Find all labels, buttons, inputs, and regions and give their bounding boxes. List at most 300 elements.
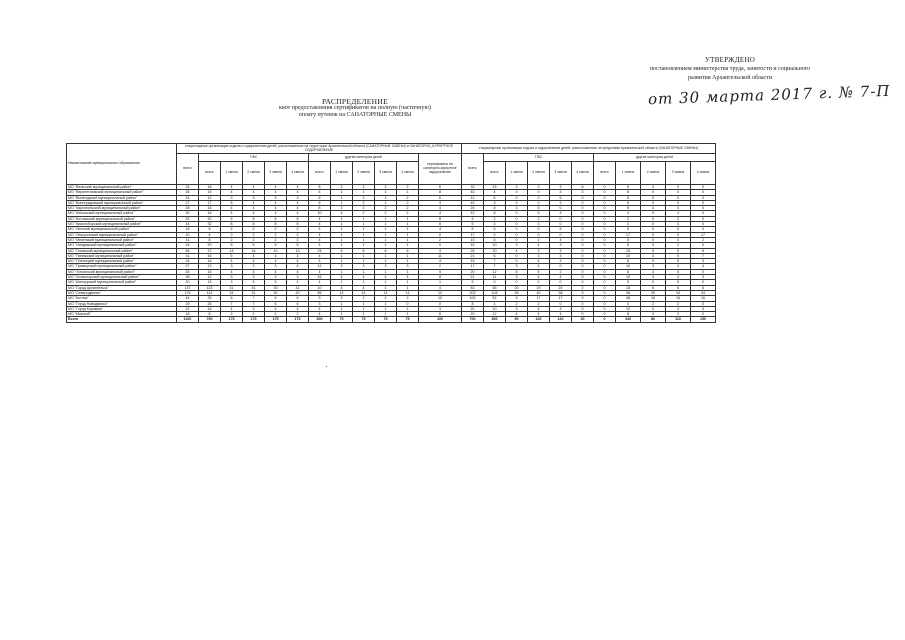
- cell-value: 0: [572, 290, 594, 295]
- cell-value: 2: [287, 237, 309, 242]
- cell-value: 0: [572, 195, 594, 200]
- cell-value: 37: [199, 248, 221, 253]
- cell-organization: МО "Котласский муниципальный район": [67, 216, 177, 221]
- cell-value: 0: [506, 190, 528, 195]
- cell-value: 0: [594, 243, 616, 248]
- cell-value: 8: [265, 222, 287, 227]
- cell-value: 3: [309, 301, 331, 306]
- cell-value: 1: [375, 227, 397, 232]
- cell-value: 0: [572, 269, 594, 274]
- cell-value: 2: [375, 296, 397, 301]
- cell-value: 20: [177, 280, 199, 285]
- cell-value: 11: [484, 275, 506, 280]
- cell-value: 6: [419, 185, 462, 190]
- cell-value: 0: [666, 185, 691, 190]
- cell-value: 80: [641, 317, 666, 322]
- cell-value: 0: [221, 232, 243, 237]
- cell-value: 1: [397, 259, 419, 264]
- cell-value: 3: [287, 195, 309, 200]
- cell-value: 1: [331, 306, 353, 311]
- cell-value: 31: [221, 285, 243, 290]
- cell-value: 0: [572, 206, 594, 211]
- cell-value: 110: [666, 317, 691, 322]
- cell-value: 7: [221, 301, 243, 306]
- cell-value: 21: [462, 275, 484, 280]
- cell-value: 14: [243, 248, 265, 253]
- cell-value: 4: [528, 312, 550, 317]
- cell-value: 3: [641, 269, 666, 274]
- header-organization: Наименование муниципального образования: [67, 144, 177, 185]
- cell-value: 5: [641, 248, 666, 253]
- cell-value: 0: [641, 222, 666, 227]
- shift-label: 1 смена: [506, 162, 528, 185]
- cell-value: 1: [331, 195, 353, 200]
- cell-value: 2: [331, 206, 353, 211]
- cell-value: 2: [287, 312, 309, 317]
- cell-value: 20: [462, 306, 484, 311]
- cell-value: 4: [691, 306, 716, 311]
- cell-value: 3: [641, 264, 666, 269]
- cell-value: 6: [550, 195, 572, 200]
- cell-value: 6: [397, 248, 419, 253]
- header-other-a: другие категории детей: [309, 154, 419, 162]
- cell-value: 6: [666, 285, 691, 290]
- cell-value: 5: [265, 243, 287, 248]
- cell-value: 5: [484, 237, 506, 242]
- cell-value: 0: [594, 285, 616, 290]
- cell-value: 4: [528, 306, 550, 311]
- cell-value: 24: [309, 248, 331, 253]
- cell-value: 0: [572, 306, 594, 311]
- approval-block: [640, 56, 820, 83]
- cell-value: 48: [616, 296, 641, 301]
- cell-value: 2: [550, 269, 572, 274]
- cell-value: 3: [641, 206, 666, 211]
- cell-value: 25: [177, 269, 199, 274]
- cell-value: 2: [484, 216, 506, 221]
- cell-value: 0: [572, 301, 594, 306]
- cell-value: 137: [177, 285, 199, 290]
- cell-value: 22: [177, 306, 199, 311]
- shift-label: 3 смена: [375, 162, 397, 185]
- cell-value: 10: [177, 232, 199, 237]
- header-other-b: другие категории детей: [594, 154, 716, 162]
- cell-value: 5: [221, 216, 243, 221]
- cell-value: 8: [484, 206, 506, 211]
- cell-value: 3: [550, 248, 572, 253]
- cell-value: 175: [265, 317, 287, 322]
- cell-value: 150: [691, 317, 716, 322]
- cell-value: 20: [462, 312, 484, 317]
- cell-value: 3: [528, 185, 550, 190]
- cell-value: 5: [287, 216, 309, 221]
- cell-value: 4: [309, 232, 331, 237]
- cell-value: 4: [484, 301, 506, 306]
- cell-value: 4: [221, 259, 243, 264]
- cell-value: 10: [484, 243, 506, 248]
- cell-value: 0: [594, 280, 616, 285]
- cell-value: 0: [641, 211, 666, 216]
- cell-value: 8: [287, 222, 309, 227]
- cell-organization: МО "Город Новодвинск": [67, 301, 177, 306]
- shift-label: 4 смена: [691, 162, 716, 185]
- cell-value: 4: [528, 243, 550, 248]
- cell-value: 3: [221, 195, 243, 200]
- cell-value: 25: [199, 296, 221, 301]
- cell-value: 1: [353, 232, 375, 237]
- cell-value: 3: [331, 296, 353, 301]
- cell-value: 98: [616, 290, 641, 295]
- cell-value: 3: [353, 264, 375, 269]
- cell-value: 4: [221, 190, 243, 195]
- cell-value: 2: [353, 211, 375, 216]
- header-tjs-b: ТЖС: [484, 154, 594, 162]
- cell-value: 3: [666, 264, 691, 269]
- cell-value: 9: [309, 296, 331, 301]
- cell-value: 100: [419, 317, 462, 322]
- cell-value: 0: [594, 190, 616, 195]
- cell-value: 0: [484, 280, 506, 285]
- cell-value: 2: [397, 185, 419, 190]
- cell-value: 3: [691, 275, 716, 280]
- cell-value: 3: [506, 275, 528, 280]
- cell-value: 1: [353, 243, 375, 248]
- cell-value: 2: [572, 285, 594, 290]
- cell-value: 1: [331, 227, 353, 232]
- cell-value: 4: [287, 190, 309, 195]
- cell-value: 30: [265, 290, 287, 295]
- cell-value: 0: [506, 227, 528, 232]
- cell-value: 1: [331, 269, 353, 274]
- cell-value: 0: [528, 195, 550, 200]
- cell-value: 5: [265, 280, 287, 285]
- cell-value: 8: [199, 237, 221, 242]
- cell-value: 4: [309, 190, 331, 195]
- cell-value: 4: [331, 275, 353, 280]
- cell-value: 16: [199, 190, 221, 195]
- cell-value: 7: [243, 296, 265, 301]
- cell-value: 3: [528, 248, 550, 253]
- cell-value: 4: [419, 206, 462, 211]
- cell-value: 1: [397, 216, 419, 221]
- cell-value: 4: [397, 275, 419, 280]
- cell-value: 3: [484, 200, 506, 205]
- cell-value: 13: [199, 264, 221, 269]
- cell-value: 8: [221, 222, 243, 227]
- cell-value: 90: [506, 317, 528, 322]
- cell-value: 340: [616, 317, 641, 322]
- cell-value: 175: [287, 317, 309, 322]
- cell-value: 6: [309, 195, 331, 200]
- cell-value: 6: [616, 206, 641, 211]
- cell-value: 5: [528, 206, 550, 211]
- cell-value: 4: [265, 253, 287, 258]
- cell-value: 3: [243, 264, 265, 269]
- cell-value: 3: [641, 185, 666, 190]
- cell-value: 0: [666, 232, 691, 237]
- cell-value: 4: [550, 275, 572, 280]
- cell-value: 3: [550, 243, 572, 248]
- shift-label: 4 смена: [287, 162, 309, 185]
- cell-value: 0: [506, 195, 528, 200]
- cell-value: 75: [375, 317, 397, 322]
- cell-value: 8: [616, 269, 641, 274]
- cell-value: 3: [375, 264, 397, 269]
- cell-value: 12: [462, 195, 484, 200]
- cell-value: 6: [616, 185, 641, 190]
- cell-value: 0: [691, 301, 716, 306]
- cell-value: 6: [616, 195, 641, 200]
- cell-value: 5: [666, 253, 691, 258]
- cell-value: 3: [221, 280, 243, 285]
- cell-value: 16: [199, 211, 221, 216]
- cell-value: 4: [528, 259, 550, 264]
- cell-value: 4: [243, 190, 265, 195]
- cell-value: 0: [419, 301, 462, 306]
- cell-value: 2: [666, 216, 691, 221]
- cell-value: 2: [265, 232, 287, 237]
- cell-value: 5: [484, 227, 506, 232]
- shift-label: 1 смена: [616, 162, 641, 185]
- cell-value: 1: [375, 253, 397, 258]
- cell-value: 1: [397, 269, 419, 274]
- cell-value: 6: [331, 248, 353, 253]
- cell-value: 4: [353, 285, 375, 290]
- cell-value: 3: [528, 222, 550, 227]
- shift-label: 2 смена: [528, 162, 550, 185]
- cell-value: 8: [484, 211, 506, 216]
- cell-value: 15: [616, 248, 641, 253]
- cell-value: 0: [594, 269, 616, 274]
- cell-value: 1: [353, 216, 375, 221]
- cell-value: 8: [419, 216, 462, 221]
- cell-value: 4: [419, 248, 462, 253]
- cell-value: 16: [199, 206, 221, 211]
- cell-value: 3: [666, 206, 691, 211]
- cell-value: 1: [353, 222, 375, 227]
- shift-label: всего: [199, 162, 221, 185]
- cell-value: 17: [550, 296, 572, 301]
- cell-value: 4: [331, 285, 353, 290]
- cell-value: 4: [287, 185, 309, 190]
- cell-value: 3: [641, 275, 666, 280]
- cell-value: 2: [506, 301, 528, 306]
- cell-value: 1: [353, 253, 375, 258]
- cell-value: 4: [309, 237, 331, 242]
- cell-value: 1100: [177, 317, 199, 322]
- cell-value: 1: [375, 195, 397, 200]
- cell-value: 3: [666, 237, 691, 242]
- cell-value: 16: [691, 296, 716, 301]
- cell-value: 3: [506, 185, 528, 190]
- shift-label: всего: [309, 162, 331, 185]
- cell-value: 0: [594, 227, 616, 232]
- cell-value: 2: [265, 312, 287, 317]
- cell-value: 3: [265, 195, 287, 200]
- cell-value: 2: [221, 237, 243, 242]
- cell-value: 1: [331, 259, 353, 264]
- cell-value: 0: [691, 216, 716, 221]
- cell-value: 5: [550, 227, 572, 232]
- cell-value: 4: [666, 211, 691, 216]
- cell-value: 3: [265, 275, 287, 280]
- cell-value: 0: [484, 232, 506, 237]
- cell-value: 12: [484, 312, 506, 317]
- cell-value: 4: [484, 190, 506, 195]
- cell-value: 2: [691, 312, 716, 317]
- cell-value: 27: [177, 264, 199, 269]
- cell-value: 19: [528, 285, 550, 290]
- cell-value: 40: [462, 200, 484, 205]
- cell-value: 1: [375, 259, 397, 264]
- shift-label: 3 смена: [550, 162, 572, 185]
- cell-value: 3: [550, 185, 572, 190]
- cell-value: 8: [419, 222, 462, 227]
- cell-value: 104: [484, 290, 506, 295]
- shift-label: 4 смена: [572, 162, 594, 185]
- cell-value: 4: [287, 306, 309, 311]
- cell-value: 2: [243, 237, 265, 242]
- cell-value: 8: [419, 190, 462, 195]
- cell-value: 0: [550, 232, 572, 237]
- cell-value: 3: [484, 222, 506, 227]
- cell-value: 75: [331, 317, 353, 322]
- cell-organization: МО "Красноборский муниципальный район": [67, 222, 177, 227]
- cell-value: 34: [691, 290, 716, 295]
- cell-value: 1: [331, 200, 353, 205]
- cell-value: 0: [594, 200, 616, 205]
- cell-value: 28: [177, 190, 199, 195]
- cell-value: 8: [462, 301, 484, 306]
- cell-value: 24: [177, 195, 199, 200]
- cell-value: 0: [419, 232, 462, 237]
- cell-value: 14: [331, 290, 353, 295]
- cell-value: 5: [666, 269, 691, 274]
- cell-value: 2: [243, 312, 265, 317]
- cell-value: 1: [397, 253, 419, 258]
- cell-value: 3: [641, 306, 666, 311]
- cell-value: 0: [691, 195, 716, 200]
- cell-value: 3: [287, 275, 309, 280]
- cell-value: 0: [691, 280, 716, 285]
- cell-value: 0: [594, 222, 616, 227]
- cell-value: 13: [287, 248, 309, 253]
- cell-value: 4: [265, 190, 287, 195]
- cell-value: 0: [594, 301, 616, 306]
- cell-value: 0: [506, 259, 528, 264]
- cell-value: 6: [287, 301, 309, 306]
- cell-value: 3: [243, 275, 265, 280]
- distribution-table: [66, 143, 716, 323]
- cell-value: 1: [397, 227, 419, 232]
- cell-value: 0: [691, 185, 716, 190]
- cell-value: 2: [221, 312, 243, 317]
- cell-value: 175: [243, 317, 265, 322]
- cell-value: 5: [528, 211, 550, 216]
- cell-value: 30: [177, 211, 199, 216]
- cell-value: 0: [572, 312, 594, 317]
- cell-value: 8: [309, 185, 331, 190]
- cell-value: 0: [594, 317, 616, 322]
- cell-value: 4: [221, 206, 243, 211]
- cell-value: 0: [506, 280, 528, 285]
- header-cert-sanatorium: сертификаты на санаторно-курортное оздоровление: [419, 154, 462, 185]
- cell-value: 31: [243, 285, 265, 290]
- cell-value: 5: [528, 269, 550, 274]
- cell-value: 16: [309, 275, 331, 280]
- cell-value: 16: [199, 269, 221, 274]
- cell-value: 0: [506, 222, 528, 227]
- cell-value: 2: [353, 195, 375, 200]
- cell-value: 65: [484, 285, 506, 290]
- cell-value: 0: [528, 190, 550, 195]
- cell-value: 6: [616, 200, 641, 205]
- cell-value: 0: [641, 237, 666, 242]
- cell-value: 17: [691, 232, 716, 237]
- cell-value: 3: [616, 222, 641, 227]
- cell-value: 16: [666, 296, 691, 301]
- cell-value: 8: [616, 259, 641, 264]
- cell-value: 2: [666, 243, 691, 248]
- cell-value: 17: [616, 232, 641, 237]
- header-row-groups: [67, 144, 716, 154]
- cell-value: 2: [419, 264, 462, 269]
- cell-value: 11: [419, 253, 462, 258]
- cell-value: 0: [506, 200, 528, 205]
- cell-value: 4: [287, 211, 309, 216]
- cell-value: 100: [462, 296, 484, 301]
- cell-value: 0: [572, 253, 594, 258]
- cell-value: 40: [528, 290, 550, 295]
- cell-value: 2: [353, 206, 375, 211]
- cell-value: 12: [484, 269, 506, 274]
- cell-value: 3: [666, 222, 691, 227]
- cell-value: 0: [594, 312, 616, 317]
- cell-value: 202: [462, 290, 484, 295]
- cell-value: 5: [243, 243, 265, 248]
- cell-value: 3: [331, 264, 353, 269]
- cell-value: 0: [572, 222, 594, 227]
- cell-value: 0: [691, 190, 716, 195]
- cell-value: 0: [397, 301, 419, 306]
- shift-label: 1 смена: [331, 162, 353, 185]
- cell-value: 4: [287, 206, 309, 211]
- cell-value: 5: [666, 280, 691, 285]
- cell-value: 6: [419, 312, 462, 317]
- cell-value: 0: [572, 243, 594, 248]
- cell-value: 15: [462, 259, 484, 264]
- cell-value: 10: [484, 248, 506, 253]
- title-heading: РАСПРЕДЕЛЕНИЕ: [321, 97, 388, 106]
- cell-value: 24: [177, 259, 199, 264]
- scan-speck: [326, 366, 327, 367]
- cell-value: 20: [462, 269, 484, 274]
- cell-value: 2: [287, 232, 309, 237]
- cell-value: 17: [528, 296, 550, 301]
- cell-value: 0: [691, 222, 716, 227]
- cell-value: 1: [331, 243, 353, 248]
- cell-value: 12: [199, 275, 221, 280]
- cell-value: 34: [666, 290, 691, 295]
- cell-value: 5: [221, 200, 243, 205]
- cell-value: 4: [221, 306, 243, 311]
- cell-organization: МО "Плесецкий муниципальный район": [67, 259, 177, 264]
- cell-value: 8: [616, 312, 641, 317]
- cell-value: 0: [572, 237, 594, 242]
- cell-value: 0: [528, 200, 550, 205]
- cell-value: 4: [243, 259, 265, 264]
- cell-value: 5: [243, 280, 265, 285]
